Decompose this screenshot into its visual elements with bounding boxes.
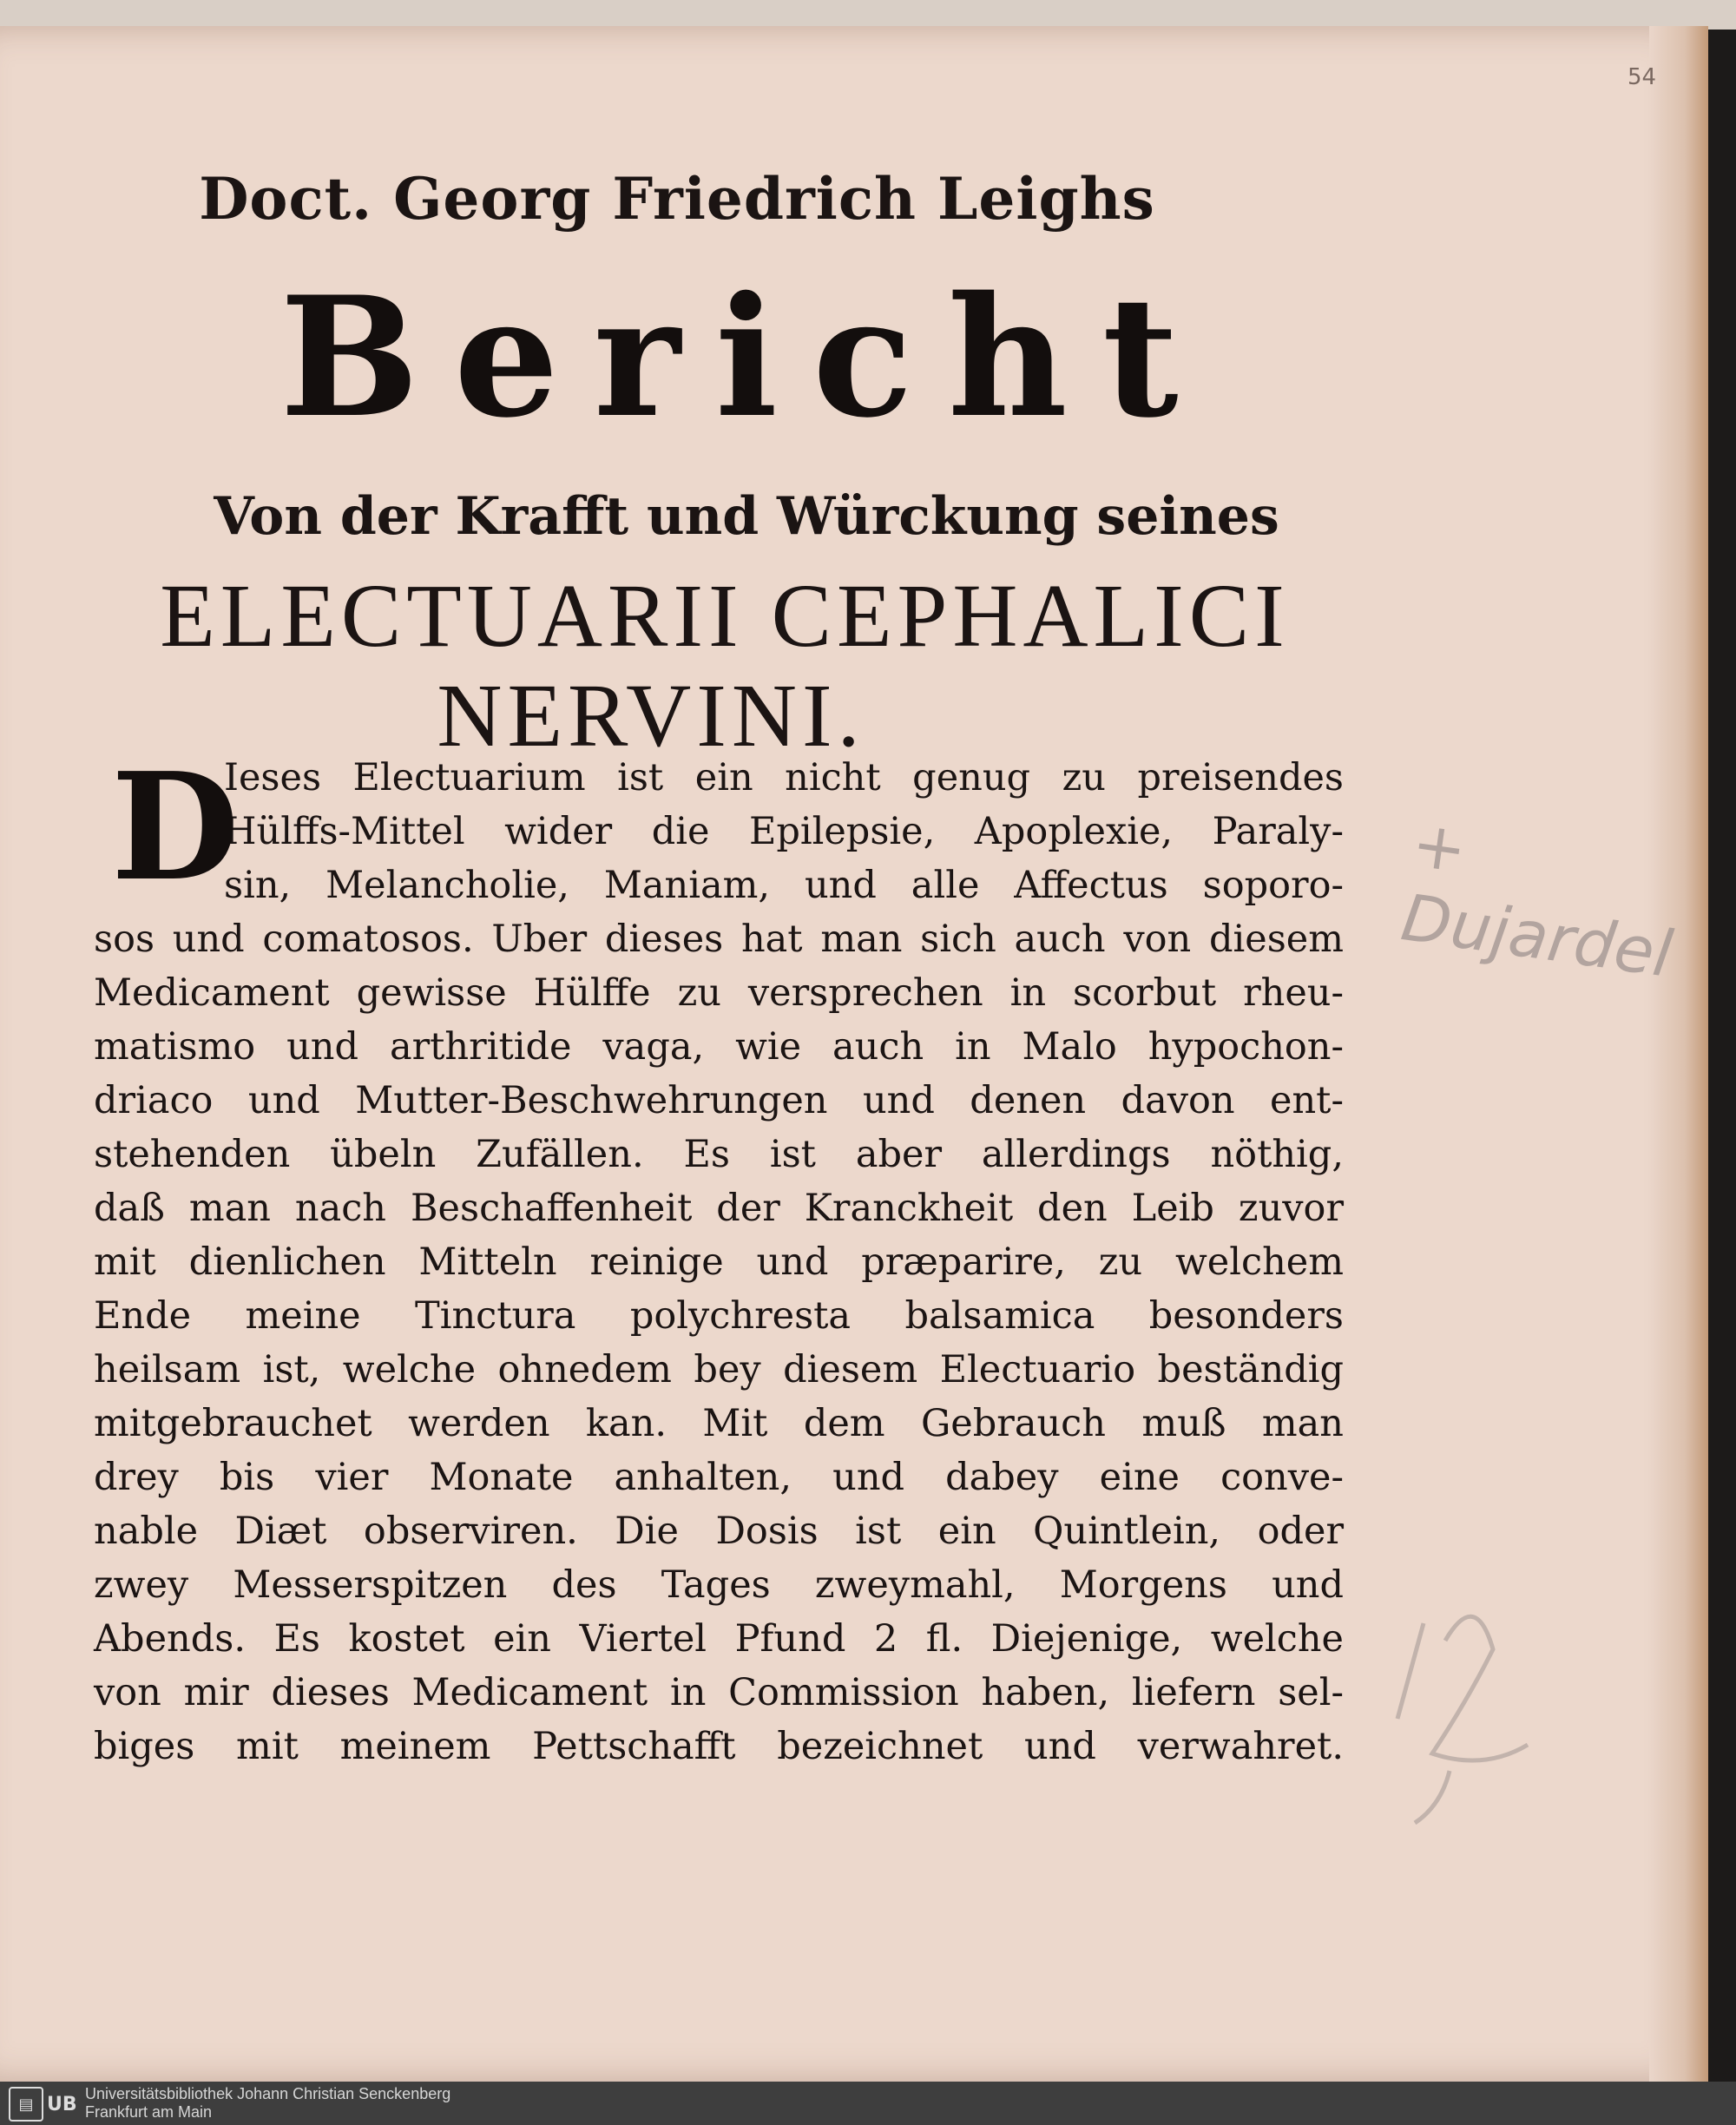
- body-line: zwey Messerspitzen des Tages zweymahl, Morgens und: [94, 1563, 1344, 1607]
- body-line: matismo und arthritide vaga, wie auch in Malo hypochon-: [94, 1025, 1344, 1069]
- folio-number: 54: [1628, 64, 1657, 90]
- body-line: mitgebrauchet werden kan. Mit dem Gebrauch muß man: [94, 1402, 1344, 1445]
- drop-cap: D: [111, 740, 240, 914]
- library-logo-text: UB: [47, 2093, 77, 2115]
- body-line: Ieses Electuarium ist ein nicht genug zu preisendes: [224, 756, 1344, 799]
- footer-city: Frankfurt am Main: [85, 2103, 213, 2121]
- product-name-line-1: ELECTUARII CEPHALICI: [160, 566, 1290, 666]
- main-title: Bericht: [279, 260, 1213, 454]
- body-line: daß man nach Beschaffenheit der Kranckheit den Leib zuvor: [94, 1187, 1344, 1230]
- footer-institution: Universitätsbibliothek Johann Christian Senckenberg: [85, 2085, 451, 2102]
- library-logo-icon: ▤: [9, 2087, 43, 2122]
- pencil-scribble-mark: [1363, 1571, 1554, 1832]
- subtitle: Von der Krafft und Würckung seines: [214, 486, 1279, 547]
- body-line: Medicament gewisse Hülffe zu versprechen in scorbut rheu-: [94, 971, 1344, 1015]
- page-edge: [1649, 26, 1708, 2082]
- product-name-line-2: NERVINI.: [437, 666, 865, 766]
- body-line: Ende meine Tinctura polychresta balsamica besonders: [94, 1294, 1344, 1338]
- body-line: nable Diæt observiren. Die Dosis ist ein Quintlein, oder: [94, 1510, 1344, 1553]
- body-line: heilsam ist, welche ohnedem bey diesem Electuario beständig: [94, 1348, 1344, 1391]
- pencil-annotation: + Dujardel: [1397, 806, 1677, 992]
- body-line: drey bis vier Monate anhalten, und dabey eine conve-: [94, 1456, 1344, 1499]
- body-line: stehenden übeln Zufällen. Es ist aber allerdings nöthig,: [94, 1133, 1344, 1176]
- body-line: sos und comatosos. Uber dieses hat man sich auch von diesem: [94, 918, 1344, 961]
- author-line: Doct. Georg Friedrich Leighs: [199, 165, 1155, 233]
- footer-bar: [0, 2082, 1736, 2125]
- body-line: sin, Melancholie, Maniam, und alle Affectus soporo-: [224, 864, 1344, 907]
- body-line: driaco und Mutter-Beschwehrungen und denen davon ent-: [94, 1079, 1344, 1122]
- footer-credit: [85, 2085, 450, 2122]
- body-line: Abends. Es kostet ein Viertel Pfund 2 fl. Diejenige, welche: [94, 1617, 1344, 1661]
- body-line: Hülffs-Mittel wider die Epilepsie, Apoplexie, Paraly-: [224, 810, 1344, 853]
- body-line: von mir dieses Medicament in Commission haben, liefern sel-: [94, 1671, 1344, 1714]
- page-content: [0, 26, 1677, 2082]
- library-logo: [9, 2087, 77, 2122]
- body-text: [94, 740, 1344, 1773]
- scan-top-strip: [0, 0, 1736, 30]
- body-line: biges mit meinem Pettschafft bezeichnet und verwahret.: [94, 1725, 1344, 1768]
- body-line: mit dienlichen Mitteln reinige und præparire, zu welchem: [94, 1240, 1344, 1284]
